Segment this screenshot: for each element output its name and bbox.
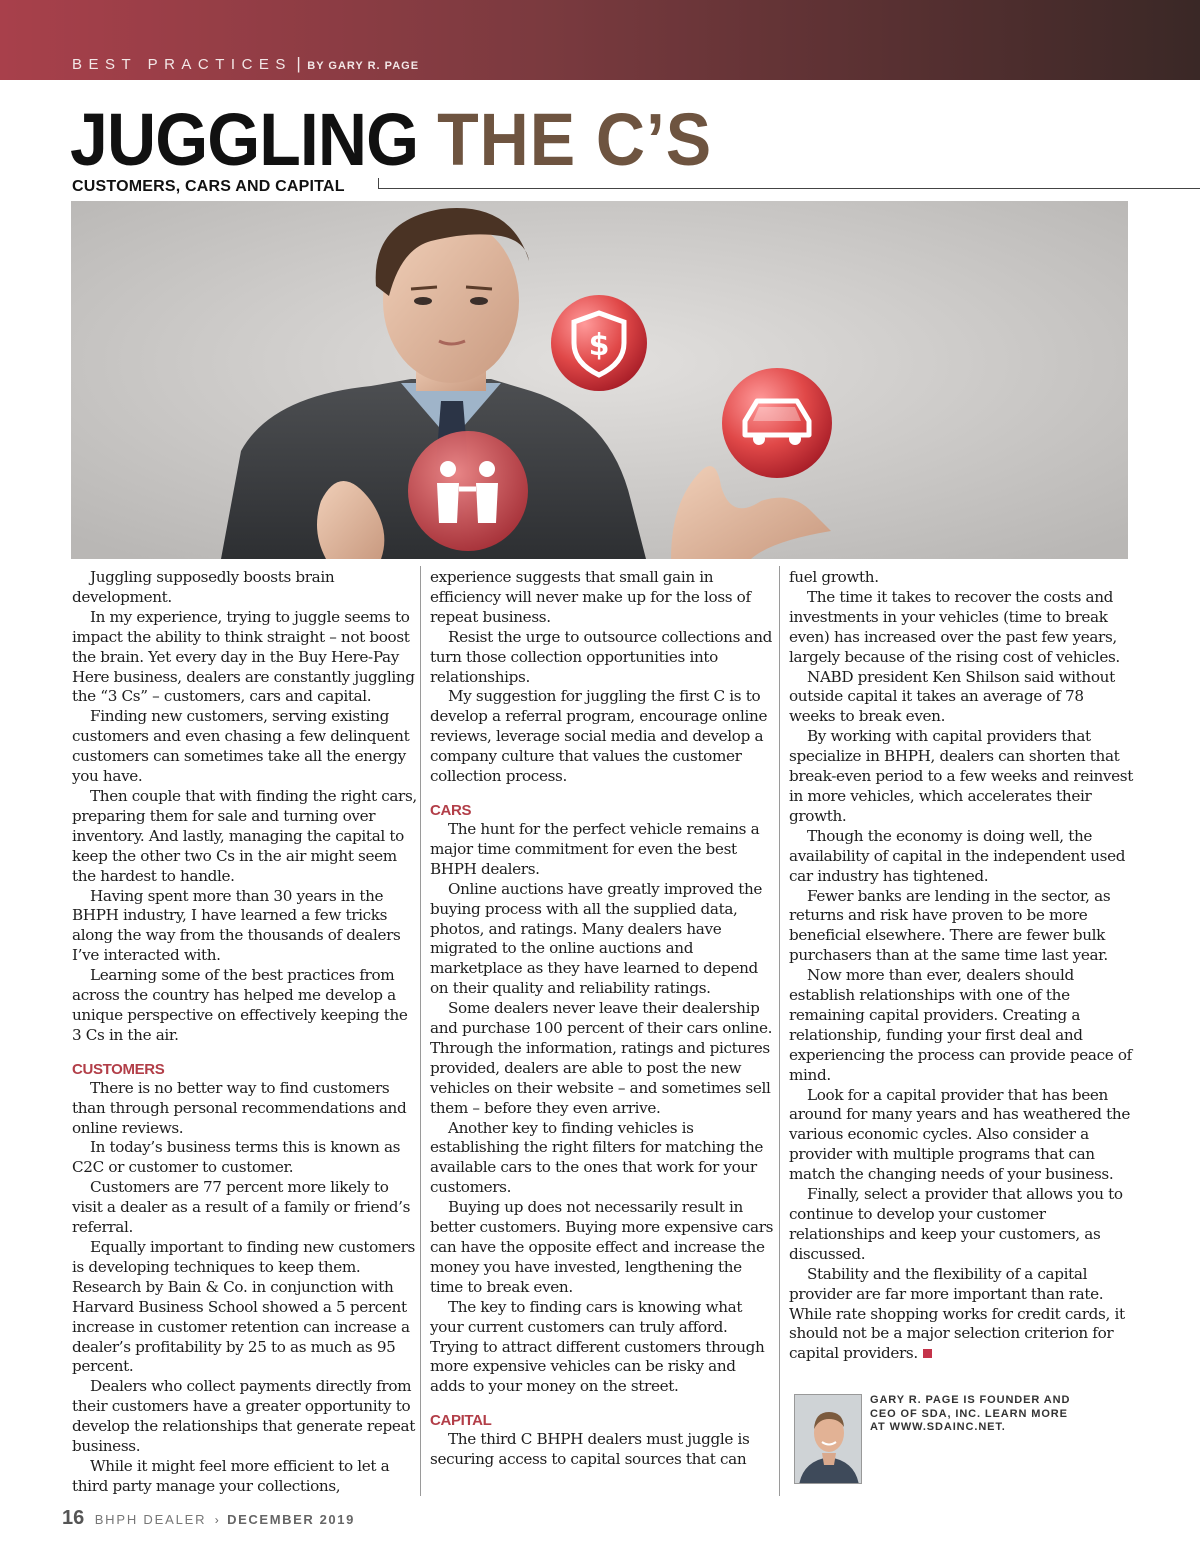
article-title bbox=[70, 100, 712, 180]
paragraph: NABD president Ken Shilson said without outside capital it takes an average of 78 weeks to break even. bbox=[789, 667, 1115, 726]
magazine-name: BHPH DEALER bbox=[94, 1512, 207, 1527]
paragraph: While it might feel more efficient to let a third party manage your collections, bbox=[72, 1456, 390, 1495]
dollar-shield-icon bbox=[551, 295, 647, 391]
paragraph: By working with capital providers that specialize in BHPH, dealers can shorten that break-even period to a few weeks and reinvest in more vehicles, which accelerates their growth. bbox=[789, 727, 1133, 825]
paragraph: The third C BHPH dealers must juggle is securing access to capital sources that can bbox=[430, 1430, 750, 1469]
paragraph: The time it takes to recover the costs and investments in your vehicles (time to break even) has increased over the past few years, largely because of the rising cost of vehicles. bbox=[789, 587, 1120, 666]
paragraph-final bbox=[789, 1265, 1134, 1365]
chevron-right-icon: › bbox=[214, 1513, 219, 1527]
hero-image bbox=[71, 201, 1128, 559]
section-heading-capital: CAPITAL bbox=[430, 1412, 492, 1430]
column-divider bbox=[779, 566, 780, 1496]
paragraph: fuel growth. bbox=[789, 568, 879, 586]
family-icon bbox=[408, 431, 528, 551]
article-subtitle: CUSTOMERS, CARS AND CAPITAL bbox=[72, 178, 345, 195]
author-portrait bbox=[795, 1395, 862, 1484]
paragraph: Resist the urge to outsource collections and turn those collection opportunities into relationships. bbox=[430, 627, 773, 686]
paragraph: Then couple that with finding the right cars, preparing them for sale and turning over inventory. And lastly, managing the capital to keep the other two Cs in the air might seem the hardest to handle. bbox=[72, 786, 417, 885]
article-column-2 bbox=[430, 568, 775, 1470]
paragraph: Learning some of the best practices from across the country has helped me develop a unique perspective on effectively keeping the 3 Cs in the air. bbox=[72, 966, 408, 1044]
subtitle-rule bbox=[378, 178, 1200, 189]
paragraph: Buying up does not necessarily result in better customers. Buying more expensive cars can have the opposite effect and increase the money you have invested, lengthening the time to break even. bbox=[430, 1198, 774, 1296]
paragraph: Though the economy is doing well, the availability of capital in the independent used car industry has tightened. bbox=[789, 826, 1126, 885]
author-bio: GARY R. PAGE IS FOUNDER AND CEO OF SDA, INC. LEARN MORE AT WWW.SDAINC.NET. bbox=[870, 1394, 1071, 1433]
column-divider bbox=[420, 566, 421, 1496]
paragraph: In today’s business terms this is known as C2C or customer to customer. bbox=[72, 1138, 401, 1177]
paragraph: The key to finding cars is knowing what your current customers can truly afford. Trying to attract different customers through more expensive vehicles can be risky and adds to your money on the street. bbox=[430, 1297, 765, 1396]
car-icon bbox=[722, 368, 832, 478]
paragraph: Customers are 77 percent more likely to visit a dealer as a result of a family or friend’s referral. bbox=[72, 1178, 411, 1237]
byline: BY GARY R. PAGE bbox=[307, 60, 420, 72]
paragraph: Juggling supposedly boosts brain development. bbox=[72, 568, 335, 606]
page-footer bbox=[62, 1507, 355, 1530]
final-paragraph-text: Stability and the flexibility of a capital provider are far more important than rate. While rate shopping works for credit cards, it should not be a major selection criterion for capital providers. bbox=[789, 1264, 1125, 1363]
section-heading-customers: CUSTOMERS bbox=[72, 1060, 165, 1078]
svg-text:$: $ bbox=[588, 328, 610, 363]
article-column-1 bbox=[72, 568, 417, 1497]
paragraph: Having spent more than 30 years in the BHPH industry, I have learned a few tricks along the way from the thousands of dealers I’ve interacted with. bbox=[72, 886, 401, 965]
section-label: BEST PRACTICES bbox=[72, 56, 292, 73]
title-light: THE C’S bbox=[437, 98, 713, 181]
page-number: 16 bbox=[62, 1507, 85, 1529]
paragraph: There is no better way to find customers than through personal recommendations and online reviews. bbox=[72, 1078, 407, 1137]
author-photo bbox=[794, 1394, 862, 1484]
paragraph: Another key to finding vehicles is establishing the right filters for matching the available cars to the ones that work for your customers. bbox=[430, 1118, 764, 1197]
paragraph: Fewer banks are lending in the sector, as returns and risk have proven to be more beneficial elsewhere. There are fewer bulk purchasers than at the same time last year. bbox=[789, 886, 1111, 965]
paragraph: Equally important to finding new customers is developing techniques to keep them. Research by Bain & Co. in conjunction with Harvard Business School showed a 5 percent increase in customer retention can increase a dealer’s profitability by 25 to as much as 95 percent. bbox=[72, 1238, 415, 1376]
paragraph: Dealers who collect payments directly from their customers have a greater opportunity to develop the relationships that generate repeat business. bbox=[72, 1377, 415, 1456]
section-heading-cars: CARS bbox=[430, 801, 472, 819]
paragraph: Now more than ever, dealers should establish relationships with one of the remaining capital providers. Creating a relationship, funding your first deal and experiencing the process can provide peace of mind. bbox=[789, 966, 1132, 1084]
issue-date: DECEMBER 2019 bbox=[227, 1512, 355, 1527]
paragraph: Finding new customers, serving existing customers and even chasing a few delinquent customers can sometimes take all the energy you have. bbox=[72, 707, 410, 786]
end-mark-icon bbox=[923, 1349, 932, 1358]
paragraph: experience suggests that small gain in efficiency will never make up for the loss of repeat business. bbox=[430, 568, 751, 626]
paragraph: My suggestion for juggling the first C is to develop a referral program, encourage online reviews, leverage social media and develop a company culture that values the customer collection process. bbox=[430, 687, 768, 786]
paragraph: Finally, select a provider that allows you to continue to develop your customer relationships and keep your customers, as discussed. bbox=[789, 1185, 1123, 1263]
section-header bbox=[72, 54, 419, 74]
hero-illustration bbox=[71, 201, 1128, 559]
article-column-3 bbox=[789, 568, 1134, 1364]
paragraph: Some dealers never leave their dealership and purchase 100 percent of their cars online. Through the information, ratings and pictures provided, dealers are able to post the new vehicles on their website – and sometimes sell them – before they even arrive. bbox=[430, 999, 773, 1117]
paragraph: The hunt for the perfect vehicle remains a major time commitment for even the best BHPH dealers. bbox=[430, 819, 760, 878]
paragraph: Online auctions have greatly improved the buying process with all the supplied data, photos, and ratings. Many dealers have migrated to the online auctions and marketplace as they have learned to depend on their quality and reliability ratings. bbox=[430, 879, 763, 998]
paragraph: Look for a capital provider that has been around for many years and has weathered the various economic cycles. Also consider a provider with multiple programs that can match the changing needs of your business. bbox=[789, 1085, 1130, 1184]
header-separator: | bbox=[296, 54, 301, 73]
paragraph: In my experience, trying to juggle seems to impact the ability to think straight – not boost the brain. Yet every day in the Buy Here-Pay Here business, dealers are constantly juggling the “3 Cs” – customers, cars and capital. bbox=[72, 607, 415, 706]
title-bold: JUGGLING bbox=[70, 98, 419, 181]
